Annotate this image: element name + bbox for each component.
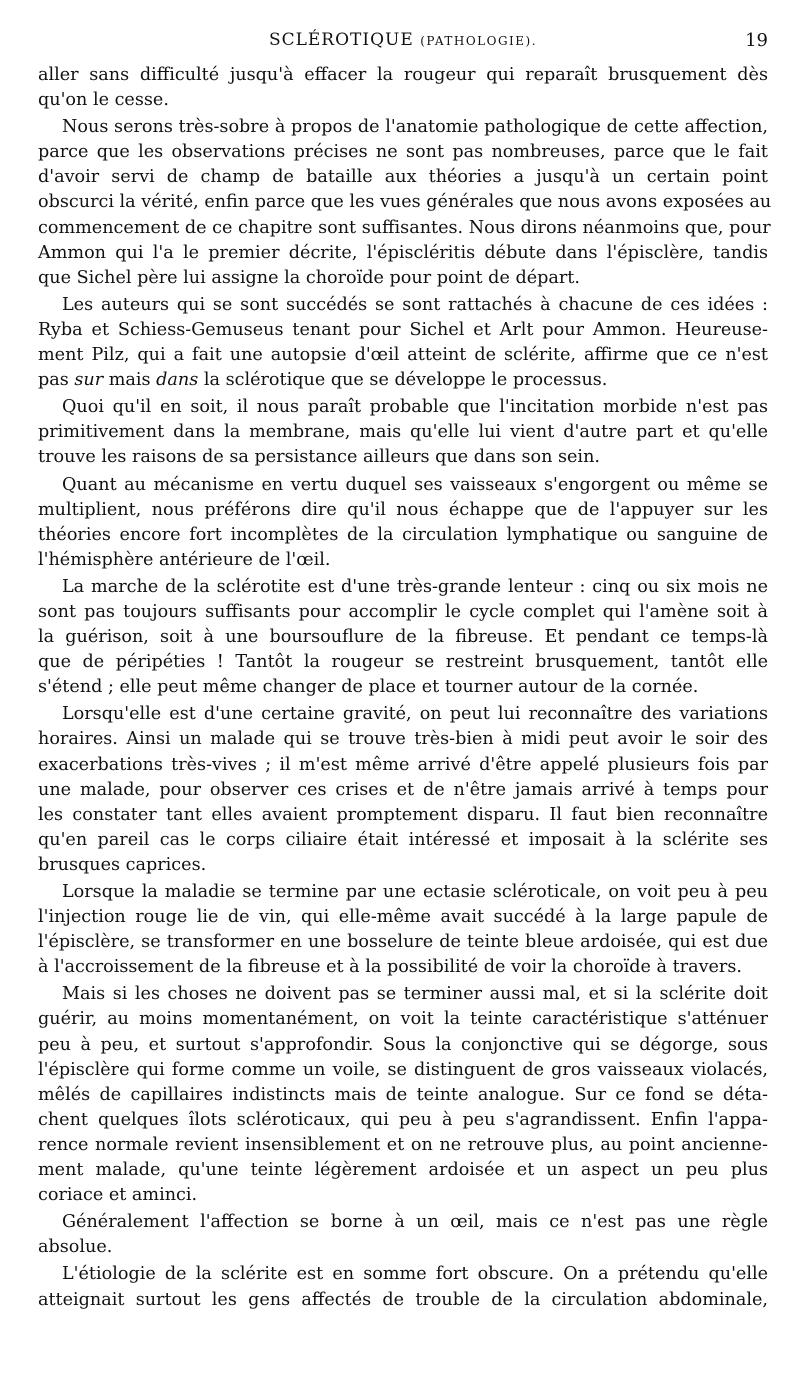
italic-word: sur [74,370,104,391]
paragraph [38,115,772,291]
text-line: Lorsque la maladie se termine par une ectasie scléroticale, on voit peu à peu [62,882,768,902]
text-line: brusques caprices. [38,854,207,875]
text-line: Ryba et Schiess-Gemuseus tenant pour Sichel et Arlt pour Ammon. Heureuse- [38,319,768,340]
italic-word: dans [156,370,199,391]
running-head [38,30,768,54]
text-line: obscurci la vérité, enfin parce que les vues générales que nous avons exposées au [38,192,772,213]
paragraph [38,473,768,573]
text-line: mêlés de capillaires indistincts mais de teinte analogue. Sur ce fond se déta- [38,1084,768,1105]
text-line: la guérison, soit à une boursouflure de la fibreuse. Et pendant ce temps-là [38,627,768,648]
text-line: trouve les raisons de sa persistance ailleurs que dans son sein. [38,447,600,468]
paragraph [38,575,768,700]
text-line: Nous serons très-sobre à propos de l'anatomie pathologique de cette affection, [62,117,768,138]
text-line: Mais si les choses ne doivent pas se terminer aussi mal, et si la sclérite doit [62,984,768,1005]
text-line: ment malade, qu'une teinte légèrement ardoisée et un aspect un peu plus [38,1160,768,1181]
text-line: que de péripéties ! Tantôt la rougeur se restreint brusquement, tantôt elle [38,652,768,673]
chapter-title: SCLÉROTIQUE [268,30,414,50]
text-line: guérir, au moins momentanément, on voit la teinte caractéristique s'atténuer [38,1009,768,1030]
text-line: exacerbations très-vives ; il m'est même arrivé d'être appelé plusieurs fois par [38,754,768,775]
text-line: commencement de ce chapitre sont suffisantes. Nous dirons néanmoins que, pour [38,217,771,238]
text-line: parce que les observations précises ne sont pas nombreuses, parce que le fait [38,142,768,163]
document-page [38,0,772,1395]
paragraph [38,1210,768,1260]
text-line: Lorsqu'elle est d'une certaine gravité, on peut lui reconnaître des variations [62,704,768,725]
text-line: chent quelques îlots scléroticaux, qui peu à peu s'agrandissent. Enfin l'appa- [38,1109,768,1130]
text-line: l'épisclère qui forme comme un voile, se distinguent de gros vaisseaux violacés, [38,1059,768,1080]
page-number: 19 [745,30,768,51]
body-text [38,63,772,1315]
paragraph [38,63,768,113]
paragraph [38,702,768,878]
text-line: coriace et aminci. [38,1185,198,1206]
text-line: horaires. Ainsi un malade qui se trouve très-bien à midi peut avoir le soir des [38,729,768,750]
text-line: peu à peu, et surtout s'approfondir. Sous la conjonctive qui se dégorge, sous [38,1034,768,1055]
text-line: pas sur mais dans la sclérotique que se développe le processus. [38,370,608,391]
paragraph [38,293,768,393]
paragraph [38,982,768,1208]
paragraph [38,395,768,470]
text-line: l'épisclère, se transformer en une bosselure de teinte bleue ardoisée, qui est due [38,932,768,953]
text-line: multiplient, nous préférons dire qu'il nous échappe que de l'appuyer sur les [38,499,768,520]
chapter-subtitle: (PATHOLOGIE). [420,34,538,48]
text-line: La marche de la sclérotite est d'une très-grande lenteur : cinq ou six mois ne [62,576,768,597]
text-line: théories encore fort incomplètes de la circulation lymphatique ou sanguine de [38,524,768,545]
text-line: atteignait surtout les gens affectés de trouble de la circulation abdominale, [38,1289,768,1310]
text-line: L'étiologie de la sclérite est en somme fort obscure. On a prétendu qu'elle [62,1264,768,1285]
text-line: Les auteurs qui se sont succédés se sont rattachés à chacune de ces idées : [62,294,768,315]
text-line: s'étend ; elle peut même changer de place et tourner autour de la cornée. [38,677,699,698]
text-line: Généralement l'affection se borne à un œil, mais ce n'est pas une règle [62,1212,768,1233]
text-line: ment Pilz, qui a fait une autopsie d'œil atteint de sclérite, affirme que ce n'est [38,345,768,366]
running-title [38,30,768,50]
text-line: Quant au mécanisme en vertu duquel ses vaisseaux s'engorgent ou même se [62,474,768,495]
text-line: à l'accroissement de la fibreuse et à la possibilité de voir la choroïde à travers. [38,957,742,978]
text-line: qu'en pareil cas le corps ciliaire était intéressé et imposait à la sclérite ses [38,829,768,850]
text-line: l'injection rouge lie de vin, qui elle-même avait succédé à la large papule de [38,907,768,928]
text-line: les constater tant elles avaient promptement disparu. Il faut bien reconnaître [38,804,768,825]
paragraph [38,880,768,980]
paragraph [38,1262,768,1312]
text-line: sont pas toujours suffisants pour accomplir le cycle complet qui l'amène soit à [38,601,768,622]
text-line: absolue. [38,1237,113,1258]
text-line: l'hémisphère antérieure de l'œil. [38,549,331,570]
text-line: qu'on le cesse. [38,90,169,111]
text-line: Quoi qu'il en soit, il nous paraît probable que l'incitation morbide n'est pas [62,397,768,418]
text-line: rence normale revient insensiblement et on ne retrouve plus, au point ancienne- [38,1134,768,1155]
text-line: aller sans difficulté jusqu'à effacer la rougeur qui reparaît brusquement dès [38,65,768,85]
text-line: d'avoir servi de champ de bataille aux théories a jusqu'à un certain point [38,167,768,188]
text-line: primitivement dans la membrane, mais qu'elle lui vient d'autre part et qu'elle [38,422,768,443]
text-line: que Sichel père lui assigne la choroïde pour point de départ. [38,267,580,288]
text-line: Ammon qui l'a le premier décrite, l'épiscléritis débute dans l'épisclère, tandis [38,242,768,263]
text-line: une malade, pour observer ces crises et de n'être jamais arrivé à temps pour [38,779,768,800]
